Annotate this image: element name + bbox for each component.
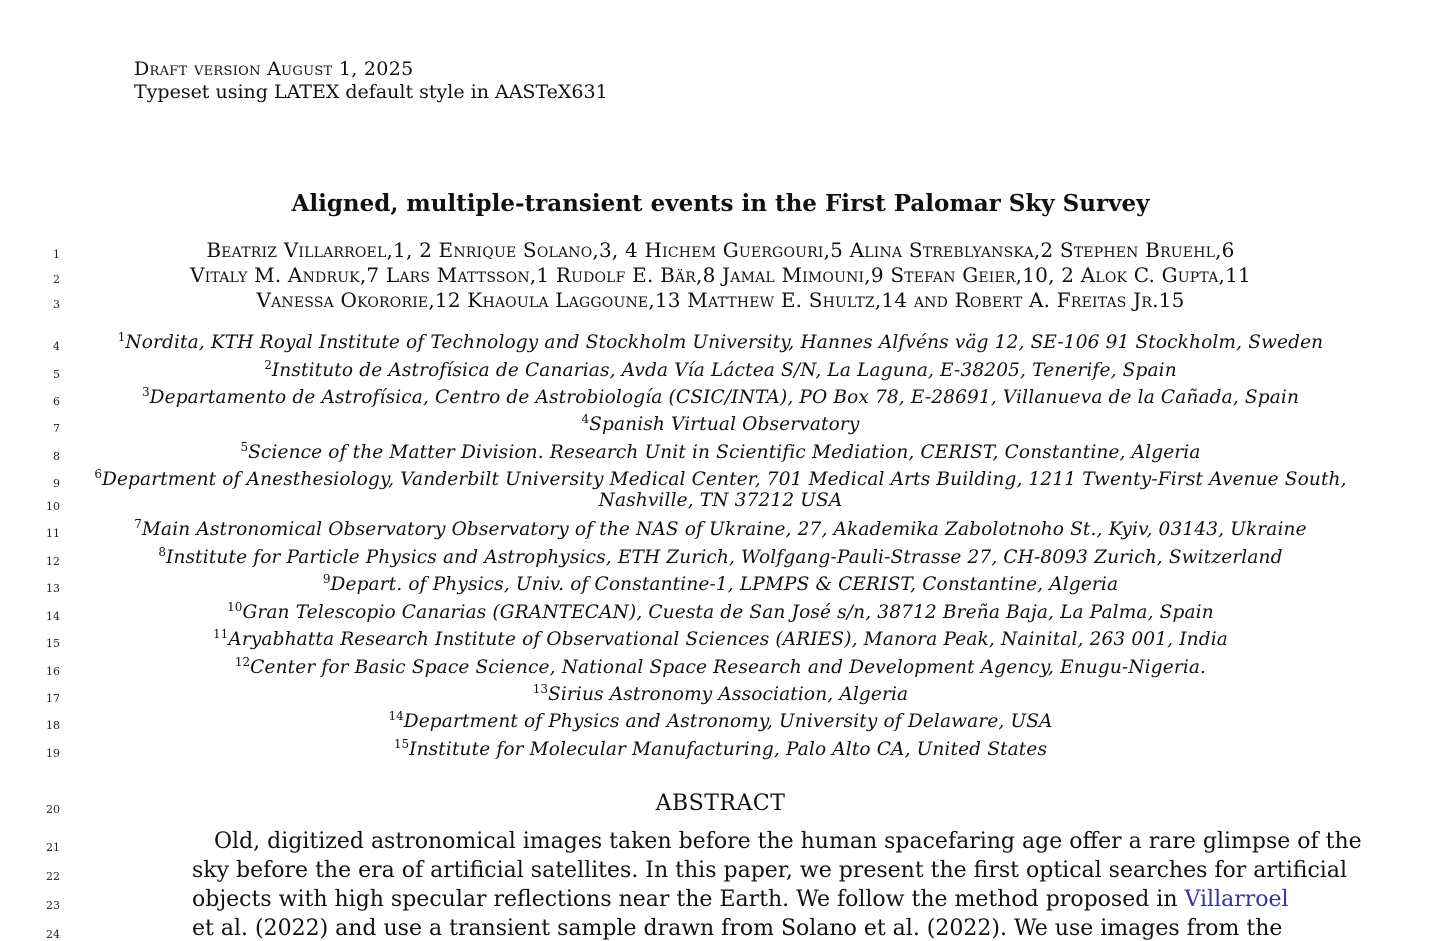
- line-number: 20: [46, 803, 60, 816]
- line-number: 24: [46, 928, 60, 941]
- author-line: Vitaly M. Andruk,7 Lars Mattsson,1 Rudolf E. Bär,8 Jamal Mimouni,9 Stefan Geier,10, 2 Alok C. Gupta,11: [190, 263, 1251, 287]
- affiliation-text: Department of Anesthesiology, Vanderbilt University Medical Center, 701 Medical Arts Building, 1211 Twenty-First Avenue South,: [101, 469, 1347, 490]
- line-number: 4: [53, 340, 60, 353]
- affiliation-line: [0, 600, 1441, 623]
- affiliation-index: 3: [141, 385, 150, 399]
- affiliation-index: 1: [117, 330, 126, 344]
- abstract-text: sky before the era of artificial satellites. In this paper, we present the first optical searches for artificial: [192, 858, 1347, 883]
- abstract-line: [192, 829, 1362, 854]
- affiliation-index: 5: [240, 440, 249, 454]
- affiliation-line: [0, 412, 1441, 435]
- paper-title: Aligned, multiple-transient events in the First Palomar Sky Survey: [291, 190, 1150, 217]
- affiliation-line: [0, 490, 1441, 511]
- affiliation-index: 13: [532, 682, 549, 696]
- affiliation-line: [0, 682, 1441, 705]
- abstract-line: [192, 887, 1289, 912]
- affiliation-text: Nashville, TN 37212 USA: [598, 490, 843, 511]
- line-number: 9: [53, 477, 60, 490]
- line-number: 7: [53, 422, 60, 435]
- author-line: Beatriz Villarroel,1, 2 Enrique Solano,3, 4 Hichem Guergouri,5 Alina Streblyanska,2 Stephen Bruehl,6: [206, 238, 1235, 262]
- affiliation-line: [0, 440, 1441, 463]
- abstract-line: [192, 858, 1347, 883]
- affiliation-line: [0, 358, 1441, 381]
- draft-version: Draft version August 1, 2025: [134, 58, 414, 80]
- affiliation-line: [0, 467, 1441, 490]
- typeset-note: Typeset using LATEX default style in AASTeX631: [134, 81, 608, 103]
- line-number: 23: [46, 899, 60, 912]
- affiliation-text: Main Astronomical Observatory Observatory of the NAS of Ukraine, 27, Akademika Zabolotnoho St., Kyiv, 03143, Ukraine: [141, 519, 1307, 540]
- line-number: 12: [46, 555, 60, 568]
- affiliation-index: 12: [234, 655, 251, 669]
- line-number: 16: [46, 665, 60, 678]
- line-number: 10: [46, 500, 60, 513]
- abstract-text: Old, digitized astronomical images taken before the human spacefaring age offer a rare glimpse of the: [214, 829, 1362, 854]
- affiliation-index: 6: [94, 467, 102, 481]
- draft-header: [134, 58, 608, 104]
- line-number: 2: [53, 273, 60, 286]
- affiliation-line: [0, 737, 1441, 760]
- line-number: 1: [53, 248, 60, 261]
- affiliation-line: [0, 655, 1441, 678]
- affiliation-line: [0, 572, 1441, 595]
- affiliation-text: Gran Telescopio Canarias (GRANTECAN), Cuesta de San José s/n, 38712 Breña Baja, La Palma, Spain: [242, 602, 1214, 623]
- affiliation-text: Spanish Virtual Observatory: [589, 414, 860, 435]
- affiliation-index: 10: [227, 600, 243, 614]
- affiliation-text: Institute for Particle Physics and Astrophysics, ETH Zurich, Wolfgang-Pauli-Strasse 27, CH-8093 Zurich, Switzerland: [166, 547, 1283, 568]
- line-number: 21: [46, 841, 60, 854]
- line-number: 17: [46, 692, 60, 705]
- line-number: 11: [46, 527, 60, 540]
- abstract-line: [192, 916, 1283, 941]
- affiliation-text: Department of Physics and Astronomy, University of Delaware, USA: [403, 711, 1053, 732]
- line-number: 13: [46, 582, 60, 595]
- affiliation-text: Depart. of Physics, Univ. of Constantine-1, LPMPS & CERIST, Constantine, Algeria: [330, 574, 1119, 595]
- line-number: 22: [46, 870, 60, 883]
- line-number: 19: [46, 747, 60, 760]
- line-number: 15: [46, 637, 60, 650]
- affiliation-text: Institute for Molecular Manufacturing, Palo Alto CA, United States: [409, 739, 1048, 760]
- affiliation-text: Center for Basic Space Science, National Space Research and Development Agency, Enugu-Nigeria.: [250, 657, 1207, 678]
- affiliation-line: [0, 330, 1441, 353]
- affiliation-index: 4: [581, 412, 590, 426]
- line-number: 3: [53, 298, 60, 311]
- line-number: 18: [46, 719, 60, 732]
- line-number: 8: [53, 450, 60, 463]
- author-line: Vanessa Okororie,12 Khaoula Laggoune,13 Matthew E. Shultz,14 and Robert A. Freitas Jr.15: [256, 288, 1185, 312]
- affiliation-text: Aryabhatta Research Institute of Observational Sciences (ARIES), Manora Peak, Nainital, 263 001, India: [228, 629, 1228, 650]
- line-number: 14: [46, 610, 60, 623]
- affiliation-index: 9: [322, 572, 331, 586]
- affiliation-line: [0, 545, 1441, 568]
- affiliation-index: 2: [264, 358, 272, 372]
- abstract-text: objects with high specular reflections near the Earth. We follow the method proposed in: [192, 887, 1178, 912]
- affiliation-index: 11: [213, 627, 229, 641]
- affiliation-text: Nordita, KTH Royal Institute of Technology and Stockholm University, Hannes Alfvéns väg 12, SE-106 91 Stockholm, Sweden: [125, 332, 1324, 353]
- affiliation-index: 14: [388, 709, 404, 723]
- affiliation-index: 8: [158, 545, 167, 559]
- affiliation-text: Departamento de Astrofísica, Centro de Astrobiología (CSIC/INTA), PO Box 78, E-28691, Villanueva de la Cañada, Spain: [149, 387, 1300, 408]
- line-number: 6: [53, 395, 60, 408]
- abstract-heading: ABSTRACT: [655, 791, 786, 816]
- abstract-text: et al. (2022) and use a transient sample drawn from Solano et al. (2022). We use images from the: [192, 916, 1283, 941]
- affiliation-text: Science of the Matter Division. Research Unit in Scientific Mediation, CERIST, Constantine, Algeria: [248, 442, 1201, 463]
- affiliation-index: 7: [134, 517, 142, 531]
- affiliation-line: [0, 517, 1441, 540]
- affiliation-line: [0, 709, 1441, 732]
- affiliation-line: [0, 627, 1441, 650]
- affiliation-line: [0, 385, 1441, 408]
- affiliation-text: Instituto de Astrofísica de Canarias, Avda Vía Láctea S/N, La Laguna, E-38205, Tenerife, Spain: [271, 360, 1177, 381]
- affiliation-text: Sirius Astronomy Association, Algeria: [548, 684, 909, 705]
- affiliation-index: 15: [393, 737, 410, 751]
- citation-link[interactable]: Villarroel: [1184, 887, 1289, 912]
- line-number: 5: [53, 368, 60, 381]
